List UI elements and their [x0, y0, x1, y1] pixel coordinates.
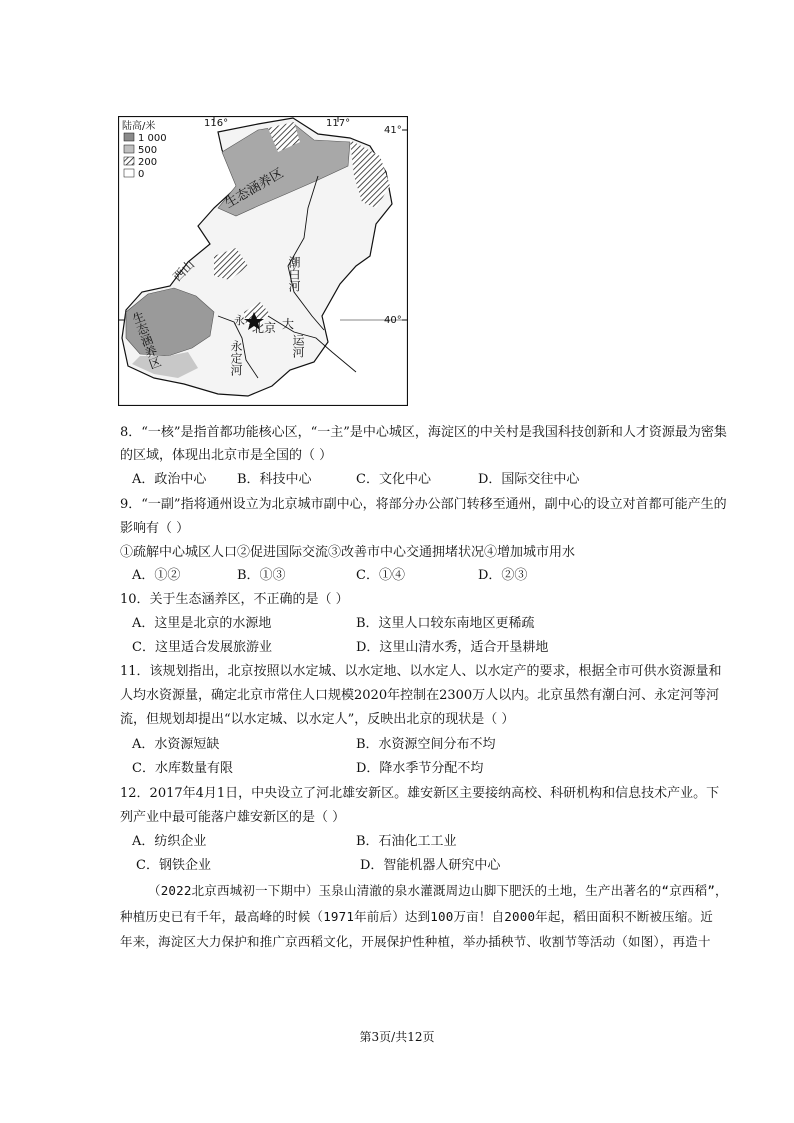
legend-item: 1 000: [138, 133, 167, 144]
q8-option-a[interactable]: A．政治中心: [132, 472, 207, 487]
q10-stem-line1: 10．关于生态涵养区，不正确的是（ ）: [120, 592, 349, 607]
label-chaobai: 潮白河: [287, 256, 301, 292]
q11-stem-line2: 人均水资源量，确定北京市常住人口规模2020年控制在2300万人以内。北京虽然有潮白河、永定河等河: [120, 688, 720, 703]
legend-item: 200: [138, 157, 158, 168]
q12-option-d[interactable]: D．智能机器人研究中心: [360, 858, 501, 873]
q10-option-c[interactable]: C．这里适合发展旅游业: [132, 640, 272, 655]
material-line2: 种植历史已有千年，最高峰的时候（1971年前后）达到100万亩！自2000年起，稻田面积不断被压缩。近: [120, 909, 713, 924]
lat-label: 40°: [384, 315, 402, 326]
legend-item: 500: [138, 145, 158, 156]
label-eco-north: 生态涵养区: [222, 165, 287, 212]
q9-option-a[interactable]: A．①②: [132, 568, 181, 583]
label-da: 大: [282, 317, 295, 331]
q9-option-c[interactable]: C．①④: [356, 568, 405, 583]
label-yunhe: 运河: [291, 334, 305, 358]
q11-stem-line3: 流，但规划却提出“以水定城、以水定人”，反映出北京的现状是（ ）: [120, 712, 515, 727]
q9-option-b[interactable]: B．①③: [237, 568, 286, 583]
legend-title: 陆高/米: [122, 121, 156, 132]
label-yongding: 永定河: [229, 340, 243, 376]
q8-option-c[interactable]: C．文化中心: [356, 472, 431, 487]
q11-option-b[interactable]: B．水资源空间分布不均: [356, 737, 496, 752]
q11-option-d[interactable]: D．降水季节分配不均: [356, 761, 484, 776]
material-line3: 年来，海淀区大力保护和推广京西稻文化，开展保护性种植，举办插秧节、收割节等活动（如图），再造十: [120, 934, 711, 949]
q8-stem-line2: 的区域，体现出北京市是全国的（ ）: [120, 448, 333, 463]
q12-stem-line2: 列产业中最可能落户雄安新区的是（ ）: [120, 810, 346, 825]
q11-option-c[interactable]: C．水库数量有限: [132, 761, 233, 776]
lon-label: 117°: [326, 118, 351, 129]
material-line1: （2022北京西城初一下期中）玉泉山清澈的泉水灌溉周边山脚下肥沃的土地，生产出著名的“京西稻”，: [148, 883, 728, 898]
label-beijing: 北京: [252, 321, 277, 335]
label-yong: 永: [234, 314, 245, 327]
page-footer: 第3页/共12页: [359, 1030, 435, 1044]
q12-stem-line1: 12．2017年4月1日，中央设立了河北雄安新区。雄安新区主要接纳高校、科研机构和信息技术产业。下: [120, 786, 720, 801]
q8-option-d[interactable]: D．国际交往中心: [478, 472, 580, 487]
q10-option-b[interactable]: B．这里人口较东南地区更稀疏: [356, 616, 535, 631]
q10-option-d[interactable]: D．这里山清水秀，适合开垦耕地: [356, 640, 549, 655]
q9-stem-line3: ①疏解中心城区人口②促进国际交流③改善市中心交通拥堵状况④增加城市用水: [120, 545, 576, 560]
label-mountains: 西山: [170, 257, 198, 285]
label-eco-west: 生态涵养区: [129, 309, 164, 371]
q9-stem-line1: 9．“一副”指将通州设立为北京城市副中心，将部分办公部门转移至通州，副中心的设立对首都可能产生的: [120, 497, 727, 512]
q10-option-a[interactable]: A．这里是北京的水源地: [132, 616, 272, 631]
q8-option-b[interactable]: B．科技中心: [237, 472, 312, 487]
q11-option-a[interactable]: A．水资源短缺: [132, 737, 220, 752]
q8-stem-line1: 8．“一核”是指首都功能核心区，“一主”是中心城区，海淀区的中关村是我国科技创新和人才资源最为密集: [120, 425, 727, 440]
q9-stem-line2: 影响有（ ）: [120, 521, 190, 536]
q11-stem-line1: 11．该规划指出，北京按照以水定城、以水定地、以水定人、以水定产的要求，根据全市可供水资源量和: [120, 664, 722, 679]
beijing-relief-map: [118, 116, 408, 406]
q12-option-c[interactable]: C．钢铁企业: [136, 858, 211, 873]
q9-option-d[interactable]: D．②③: [478, 568, 528, 583]
q12-option-b[interactable]: B．石油化工工业: [356, 834, 457, 849]
q12-option-a[interactable]: A．纺织企业: [132, 834, 207, 849]
lon-label: 116°: [204, 118, 229, 129]
lat-label: 41°: [384, 125, 402, 136]
legend-item: 0: [138, 169, 145, 180]
